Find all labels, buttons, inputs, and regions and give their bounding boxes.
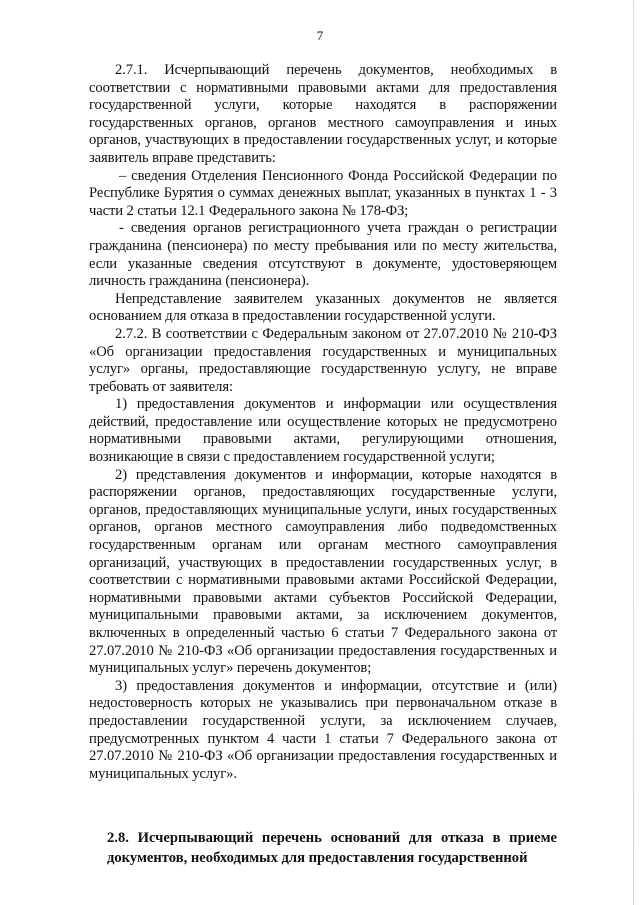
list-item-pension-fund: – сведения Отделения Пенсионного Фонда Российской Федерации по Республике Бурятия о суммах денежных выплат, указанных в пунктах 1 - 3 части 2 статьи 12.1 Федерального закона № 178-ФЗ; [89, 167, 557, 219]
paragraph-2-7-2: 2.7.2. В соответствии с Федеральным законом от 27.07.2010 № 210-ФЗ «Об организации предоставления государственных и муниципальных услуг» органы, предоставляющие государственную услугу, не вправе требовать от заявителя: [89, 325, 557, 395]
page-number: 7 [316, 28, 324, 43]
document-body [89, 62, 557, 783]
list-item-2: 2) представления документов и информации, которые находятся в распоряжении органов, предоставляющих государственные услуги, органов, предоставляющих муниципальные услуги, иных государственных органов, органов местного самоуправления либо подведомственных государственным органам или органам местного самоуправления организаций, участвующих в предоставлении государственных услуг, в соответствии с нормативными правовыми актами Российской Федерации, нормативными правовыми актами субъектов Российской Федерации, муниципальными правовыми актами, за исключением документов, включенных в определенный частью 6 статьи 7 Федерального закона от 27.07.2010 № 210-ФЗ «Об организации предоставления государственных и муниципальных услуг» перечень документов; [89, 466, 557, 677]
list-item-registration: - сведения органов регистрационного учета граждан о регистрации гражданина (пенсионера) по месту пребывания или по месту жительства, если указанные сведения отсутствуют в документе, удостоверяющем личность гражданина (пенсионера). [89, 220, 557, 290]
scan-edge-line [633, 0, 634, 905]
paragraph-2-7-1: 2.7.1. Исчерпывающий перечень документов, необходимых в соответствии с нормативными правовыми актами для предоставления государственной услуги, которые находятся в распоряжении государственных органов, органов местного самоуправления и иных органов, участвующих в предоставлении государственных услуг, и которые заявитель вправе представить: [89, 62, 557, 166]
list-item-3: 3) предоставления документов и информации, отсутствие и (или) недостоверность которых не указывались при первоначальном отказе в предоставлении государственной услуги, за исключением случаев, предусмотренных пунктом 4 части 1 статьи 7 Федерального закона от 27.07.2010 № 210-ФЗ «Об организации предоставления государственных и муниципальных услуг». [89, 677, 557, 782]
section-heading-2-8: 2.8. Исчерпывающий перечень оснований для отказа в приеме документов, необходимых для предоставления государственной [107, 830, 557, 866]
paragraph-non-submission: Непредставление заявителем указанных документов не является основанием для отказа в предоставлении государственной услуги. [89, 290, 557, 325]
list-item-1: 1) предоставления документов и информации или осуществления действий, предоставление или осуществление которых не предусмотрено нормативными правовыми актами, регулирующими отношения, возникающие в связи с предоставлением государственной услуги; [89, 396, 557, 466]
